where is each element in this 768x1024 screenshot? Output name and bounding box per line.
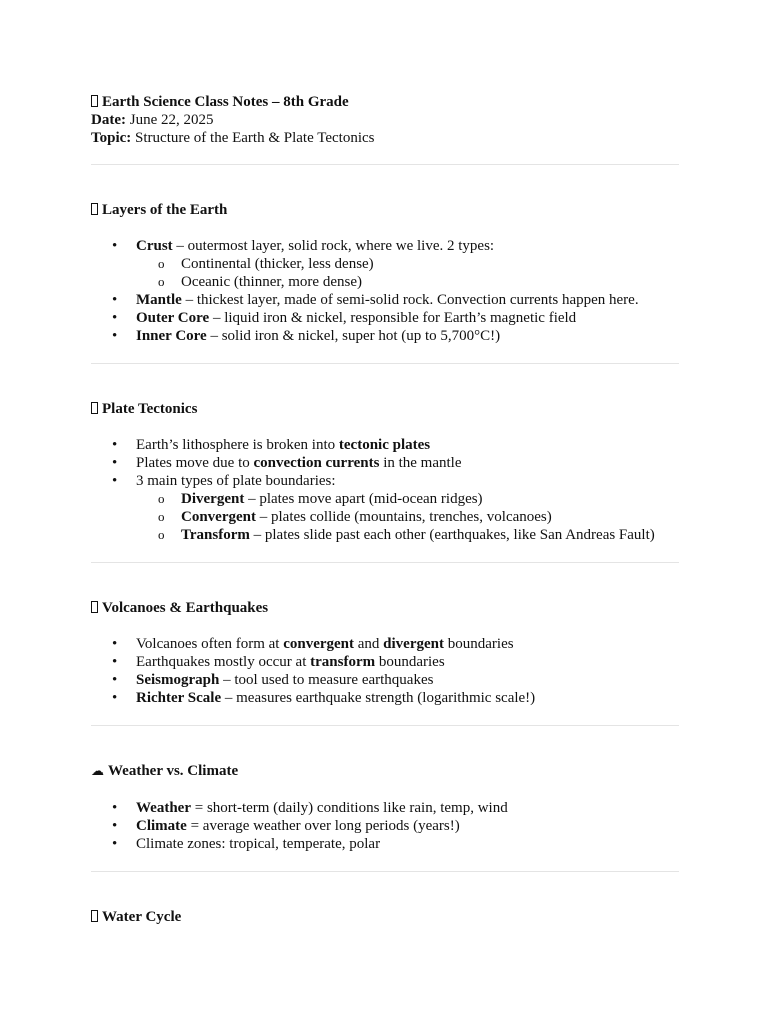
box-glyph-icon bbox=[91, 910, 98, 922]
volcanoes-list bbox=[91, 635, 679, 707]
list-item: o Continental (thicker, less dense) bbox=[136, 255, 679, 273]
section-heading-layers: Layers of the Earth bbox=[91, 201, 679, 219]
topic-label: Topic: bbox=[91, 130, 132, 146]
boundaries-sublist bbox=[136, 490, 679, 544]
list-item: o Divergent – plates move apart (mid-ocean ridges) bbox=[136, 490, 679, 508]
list-item: • Inner Core – solid iron & nickel, super hot (up to 5,700°C!) bbox=[91, 327, 679, 345]
box-glyph-icon bbox=[91, 601, 98, 613]
list-item: • 3 main types of plate boundaries: o Divergent – plates move apart (mid-ocean ridges) o Convergent – plates collide (mountains, trenches, volcanoes) o Transform – plates slide past each other (earthquakes, like San Andreas Fault) bbox=[91, 472, 679, 544]
section-heading-plates: Plate Tectonics bbox=[91, 400, 679, 418]
crust-sublist bbox=[136, 255, 679, 291]
list-item: • Climate = average weather over long periods (years!) bbox=[91, 817, 679, 835]
list-item: • Richter Scale – measures earthquake strength (logarithmic scale!) bbox=[91, 689, 679, 707]
date-label: Date: bbox=[91, 112, 126, 128]
list-item: o Convergent – plates collide (mountains, trenches, volcanoes) bbox=[136, 508, 679, 526]
list-item: o Oceanic (thinner, more dense) bbox=[136, 273, 679, 291]
section-heading-weather: ☁ Weather vs. Climate bbox=[91, 763, 239, 779]
list-item: • Climate zones: tropical, temperate, polar bbox=[91, 835, 679, 853]
document-content bbox=[91, 93, 679, 926]
list-item: • Seismograph – tool used to measure earthquakes bbox=[91, 671, 679, 689]
layers-list bbox=[91, 237, 679, 345]
box-glyph-icon bbox=[91, 402, 98, 414]
list-item: • Crust – outermost layer, solid rock, where we live. 2 types: o Continental (thicker, less dense) o Oceanic (thinner, more dense) bbox=[91, 237, 679, 291]
box-glyph-icon bbox=[91, 95, 98, 107]
list-item: o Transform – plates slide past each other (earthquakes, like San Andreas Fault) bbox=[136, 526, 679, 544]
topic-value: Structure of the Earth & Plate Tectonics bbox=[131, 130, 375, 146]
date-line bbox=[91, 111, 679, 129]
date-value: June 22, 2025 bbox=[125, 112, 214, 128]
list-item: • Outer Core – liquid iron & nickel, responsible for Earth’s magnetic field bbox=[91, 309, 679, 327]
list-item: • Plates move due to convection currents in the mantle bbox=[91, 454, 679, 472]
list-item: • Earth’s lithosphere is broken into tectonic plates bbox=[91, 436, 679, 454]
plates-list bbox=[91, 436, 679, 544]
box-glyph-icon bbox=[91, 203, 98, 215]
document-title: Earth Science Class Notes – 8th Grade bbox=[91, 93, 679, 111]
section-heading-water: Water Cycle bbox=[91, 908, 679, 926]
list-item: • Mantle – thickest layer, made of semi-solid rock. Convection currents happen here. bbox=[91, 291, 679, 309]
section-heading-volcanoes: Volcanoes & Earthquakes bbox=[91, 599, 679, 617]
topic-line bbox=[91, 129, 679, 147]
list-item: • Volcanoes often form at convergent and divergent boundaries bbox=[91, 635, 679, 653]
list-item: • Weather = short-term (daily) conditions like rain, temp, wind bbox=[91, 799, 679, 817]
list-item: • Earthquakes mostly occur at transform boundaries bbox=[91, 653, 679, 671]
weather-list bbox=[91, 799, 679, 853]
cloud-icon: ☁ bbox=[91, 764, 104, 779]
